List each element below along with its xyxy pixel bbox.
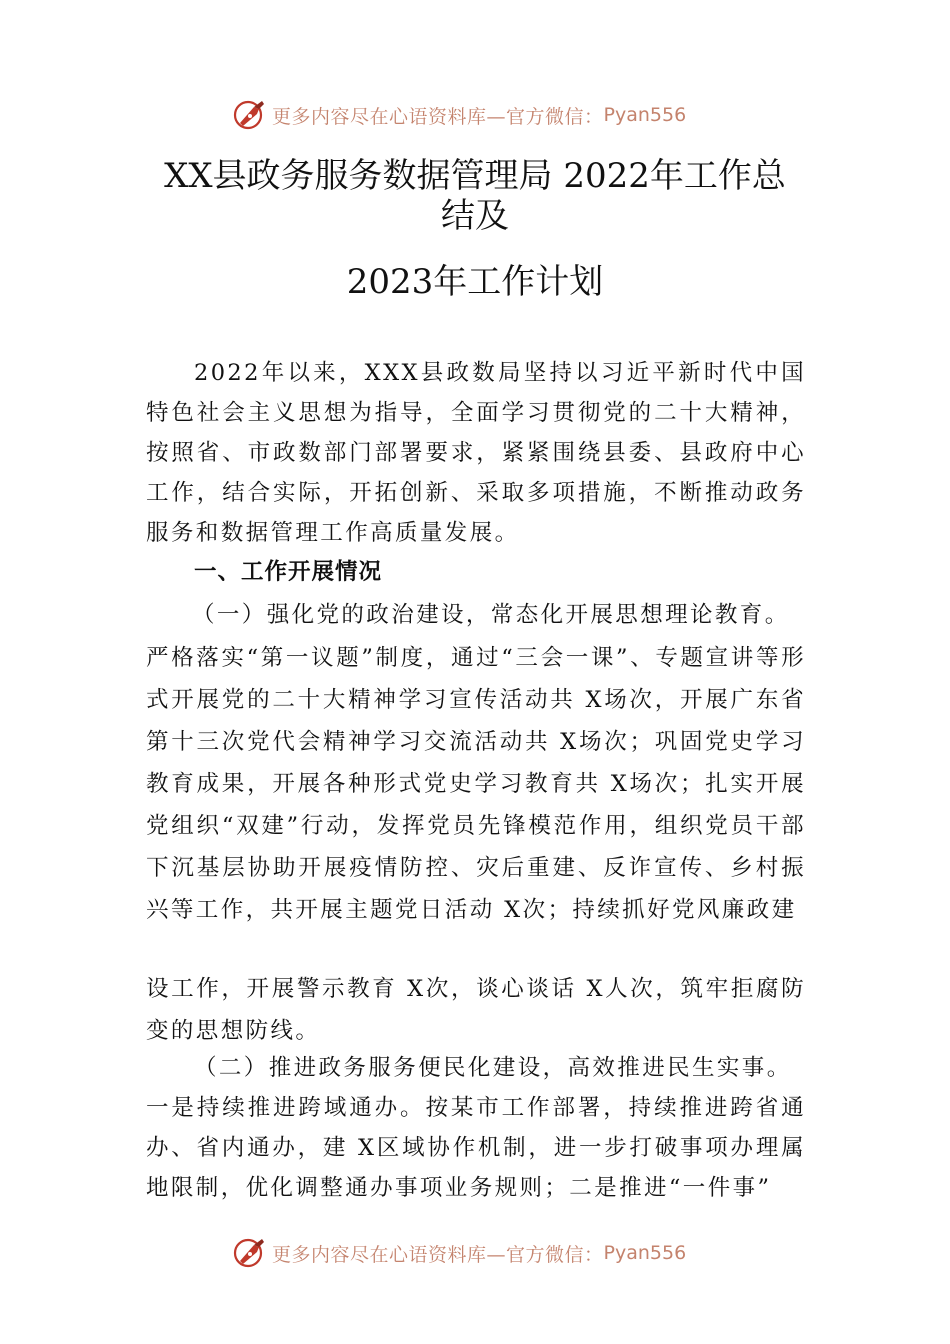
document-title-line-1: XX县政务服务数据管理局 2022年工作总	[164, 156, 786, 196]
subsection-2-heading: （二）推进政务服务便民化建设，高效推进民生实事。	[194, 1055, 792, 1081]
document-title-line-2: 结及	[441, 196, 509, 236]
subsection-1-body-continued: 设工作，开展警示教育 X次，谈心谈话 X人次，筑牢拒腐防变的思想防线。	[146, 976, 806, 1044]
watermark-text: 更多内容尽在心语资料库—官方微信：	[272, 105, 604, 128]
subsection-1-body: 严格落实“第一议题”制度，通过“三会一课”、专题宣讲等形式开展党的二十大精神学习宣传活动共 X场次，开展广东省第十三次党代会精神学习交流活动共 X场次；巩固党史学习教育成果，开展各种形式党史学习教育共 X场次；扎实开展党组织“双建”行动，发挥党员先锋模范作用，组织党员干部下沉基层协助开展疫情防控、灾后重建、反诈宣传、乡村振兴等工作，共开展主题党日活动 X次；持续抓好党风廉政建	[146, 645, 806, 923]
watermark-contact: Pyan556	[603, 1242, 687, 1264]
pen-nib-logo-icon	[232, 97, 268, 133]
section-heading: 一、工作开展情况	[194, 559, 383, 585]
document-title-line-3: 2023年工作计划	[346, 262, 604, 302]
watermark-header	[232, 96, 686, 134]
watermark-footer	[232, 1234, 686, 1272]
intro-paragraph: 2022年以来，XXX县政数局坚持以习近平新时代中国特色社会主义思想为指导，全面学习贯彻党的二十大精神，按照省、市政数部门部署要求，紧紧围绕县委、县政府中心工作，结合实际，开拓创新、采取多项措施，不断推动政务服务和数据管理工作高质量发展。	[146, 360, 806, 546]
watermark-text: 更多内容尽在心语资料库—官方微信：	[272, 1243, 604, 1266]
subsection-1-heading: （一）强化党的政治建设，常态化开展思想理论教育。	[192, 602, 790, 628]
pen-nib-logo-icon	[232, 1235, 268, 1271]
subsection-2-body: 一是持续推进跨域通办。按某市工作部署，持续推进跨省通办、省内通办，建 X区域协作机制，进一步打破事项办理属地限制，优化调整通办事项业务规则；二是推进“一件事”	[146, 1095, 806, 1201]
watermark-contact: Pyan556	[603, 104, 687, 126]
